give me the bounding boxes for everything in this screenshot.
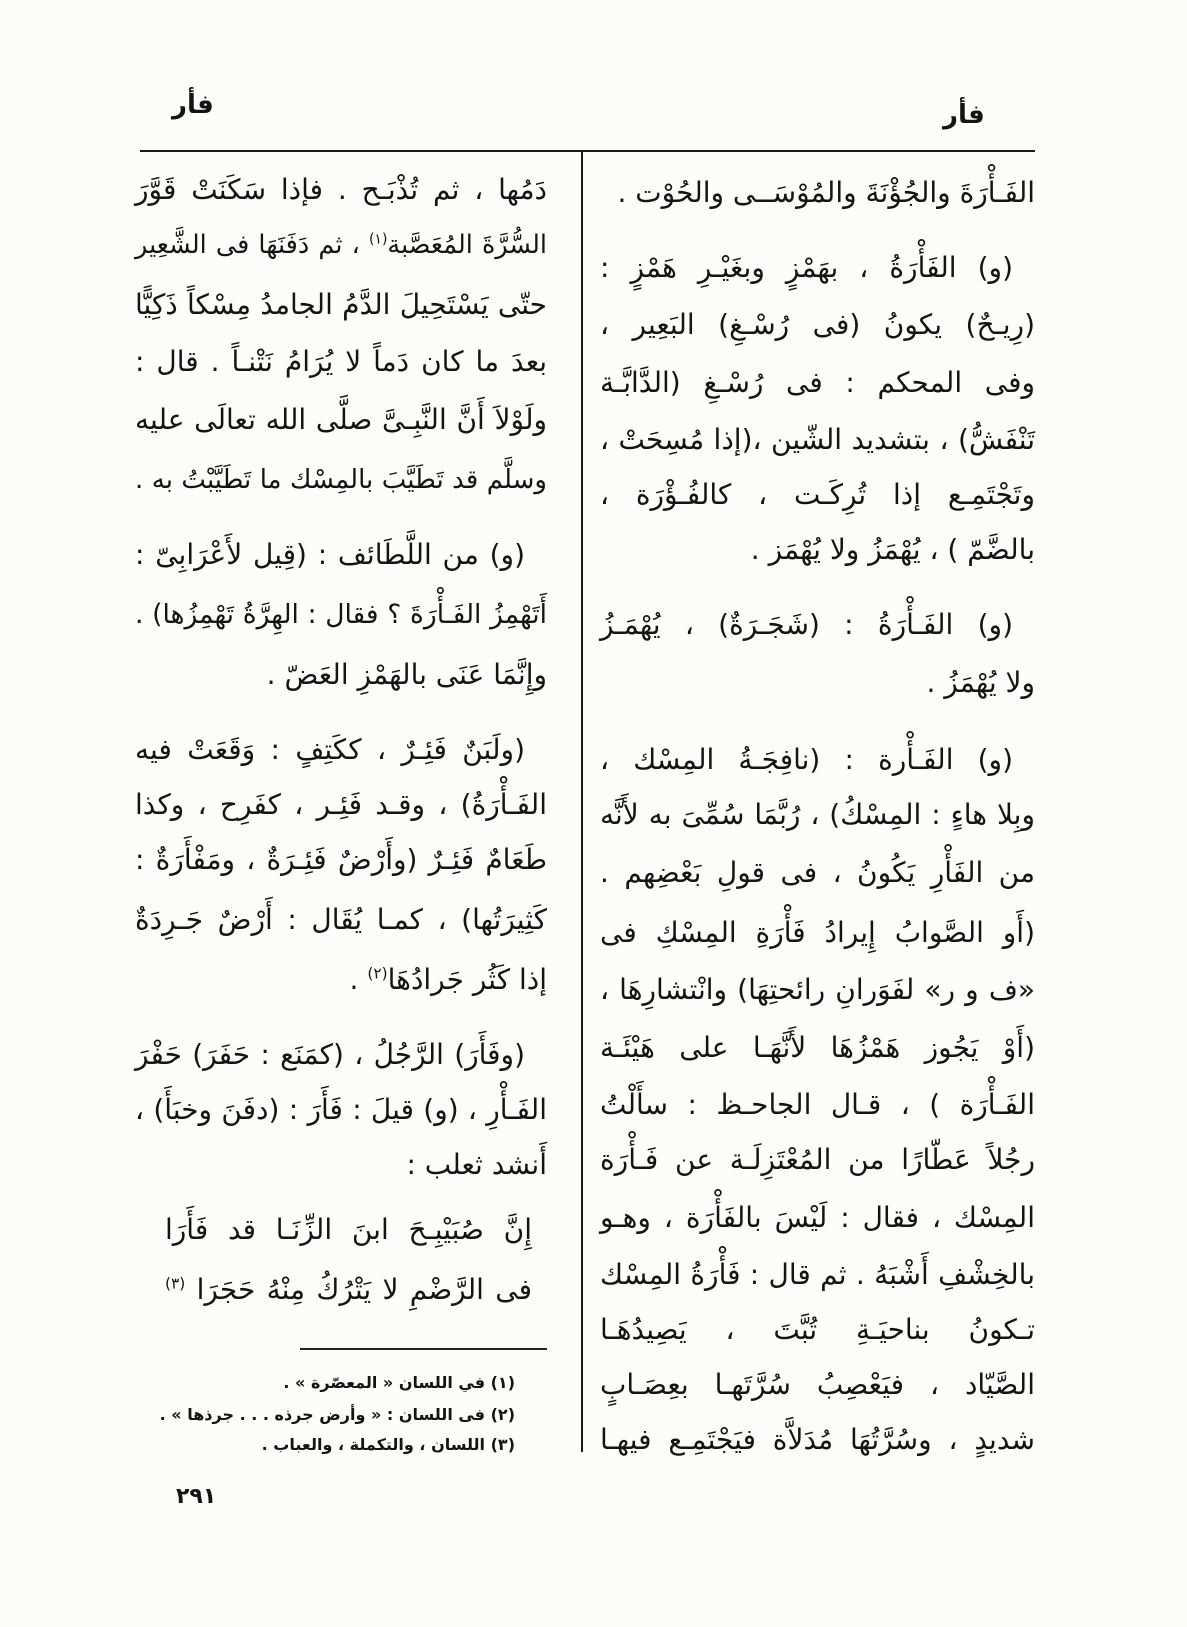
text-line: (و) الفَـأْرة : (نافِجَـةُ المِسْك ، bbox=[600, 743, 1013, 776]
text-line: (ولَبَنٌ فَئِـرٌ ، ككَتِفٍ : وَقَعَتْ فيه bbox=[135, 733, 525, 766]
text-line: دَمُها ، ثم تُذْبَـح . فإذا سَكَنَتْ قَوَّرَ bbox=[135, 173, 547, 206]
text-line: كَثِيرَتُها) ، كمـا يُقَال : أَرْضٌ جَـرِدَةٌ bbox=[135, 903, 547, 936]
text-line: من الفَأْرِ يَكُونُ ، فى قولِ بَعْضِهم . bbox=[600, 856, 1035, 889]
right-column bbox=[600, 0, 1035, 1627]
poem-line bbox=[165, 1205, 532, 1255]
text-line: ولا يُهْمَزُ . bbox=[926, 666, 1035, 699]
text-line: الفَـأْرِ ، (و) قيلَ : فَأَرَ : (دفَنَ وخبَأَ) ، bbox=[135, 1093, 547, 1126]
text-line bbox=[135, 955, 547, 1005]
text-line: وإِنَّمَا عَنَى بالهَمْزِ العَضّ . bbox=[266, 658, 547, 691]
text-line: الصَّيّاد ، فيَعْصِبُ سُرَّتَهـا بعِصَـابٍ bbox=[600, 1368, 1035, 1401]
text-line: (و) الفَـأْرَةُ : (شَجَـرَةٌ) ، يُهْمَـزُ bbox=[600, 608, 1013, 641]
text-line: المِسْك ، فقال : لَيْسَ بالفَأْرَة ، وهـو bbox=[600, 1201, 1035, 1234]
text-line: تَنْفَشُّ) ، بتشديد الشّين ،(إذا مُسِحَتْ ، bbox=[600, 423, 1035, 456]
text-line: الفَـأْرَةَ والجُؤْنَةَ والمُوْسَــى والحُوْت . bbox=[617, 176, 1035, 209]
text-line: بعدَ ما كان دَماً لا يُرَامُ نَتْنـاً . قال : bbox=[135, 345, 547, 378]
text-line: شديدٍ ، وسُرَّتُهَا مُدَلاَّة فيَجْتَمِـع فيهـا bbox=[600, 1423, 1035, 1456]
footnote: (١) في اللسان « المعصّرة » . bbox=[283, 1373, 515, 1392]
footnote-ref: (١) bbox=[368, 231, 388, 248]
text-line: (و) من اللَّطَائف : (قِيل لأَعْرَابِىّ : bbox=[135, 538, 525, 571]
text-line bbox=[135, 220, 547, 270]
text-line: بالضَّمّ ) ، يُهْمَزُ ولا يُهْمَز . bbox=[750, 533, 1035, 566]
line-text: إذا كَثُر جَرادُهَا bbox=[387, 963, 547, 996]
text-line: تـكونُ بناحيَـةِ تُبَّتَ ، يَصِيدُهَـا bbox=[600, 1313, 1035, 1346]
text-line: «ف و ر» لفَوَرانِ رائحتِهَا) وانْتشارِهَا ، bbox=[600, 973, 1035, 1006]
text-line: (و) الفَأْرَةُ ، بهَمْزٍ وبغَيْـرِ هَمْزٍ : bbox=[600, 251, 1013, 284]
text-line: طَعَامٌ فَئِـرٌ (وأَرْضٌ فَئِـرَةٌ ، ومَفْأَرَةٌ : bbox=[135, 843, 547, 876]
text-line: حتّى يَسْتَحِيلَ الدَّمُ الجامدُ مِسْكاً ذَكِيًّا bbox=[135, 288, 547, 321]
text-line: (رِيـحٌ) يكونُ (فى رُسْـغِ) البَعِير ، bbox=[600, 308, 1035, 341]
text-line: ولَوْلاَ أَنَّ النَّبِـىَّ صلَّى الله تعالَى عليه bbox=[135, 403, 547, 436]
page-number: ٢٩١ bbox=[176, 1484, 217, 1509]
running-head-left: فأر bbox=[172, 90, 214, 120]
line-text: فى الرَّضْمِ لا يَتْرُكُ مِنْهُ حَجَرَا bbox=[185, 1273, 532, 1306]
text-line: أَنشد ثعلب : bbox=[406, 1148, 547, 1181]
line-text: ، ثم دَفَنَهَا فى الشَّعِير bbox=[135, 230, 369, 260]
text-line: الفَـأْرَة ) ، قـال الجاحـظ : سأَلْتُ bbox=[600, 1088, 1035, 1121]
text-line: (وفَأَرَ) الرَّجُلُ ، (كمَنَع : حَفَرَ) حَفْرَ bbox=[135, 1038, 525, 1071]
line-text: . bbox=[349, 963, 368, 996]
text-line: بالخِشْفِ أَشْبَهُ . ثم قال : فَأْرَةُ المِسْك bbox=[600, 1258, 1035, 1291]
footnote-ref: (٢) bbox=[367, 964, 388, 983]
poem-line bbox=[165, 1265, 532, 1315]
column-divider bbox=[581, 152, 583, 1452]
text-line: الفَـأْرَةُ) ، وقـد فَئِـر ، كفَرِح ، وكذا bbox=[135, 788, 547, 821]
text-line: رجُلاً عَطّارًا من المُعْتَزِلَـة عن فَـأْرَة bbox=[600, 1143, 1035, 1176]
text-line: وفى المحكم : فى رُسْـغِ (الدَّابَّـة bbox=[600, 366, 1035, 399]
text-line: وتَجْتَمِـع إذا تُرِكَـت ، كالفُـؤْرَة ، bbox=[600, 478, 1035, 511]
running-head-right: فأر bbox=[943, 100, 985, 130]
text-line: وبِلا هاءٍ : المِسْكُ) ، رُبَّمَا سُمِّىَ به لأَنَّه bbox=[600, 798, 1035, 831]
footnote: (٣) اللسان ، والتكملة ، والعباب . bbox=[261, 1435, 515, 1454]
text-line: وسلَّم قد تَطَيَّبَ بالمِسْك ما تَطَيَّبْتُ به . bbox=[135, 465, 547, 495]
line-text: إِنَّ صُبَيْبِـحَ ابنَ الزِّنَـا قد فَأَرَا bbox=[165, 1213, 532, 1246]
footnote-rule bbox=[300, 1348, 547, 1350]
text-line: (أَوْ يَجُوز هَمْزُهَا لأَنَّهَـا على هَيْئَـة bbox=[600, 1031, 1035, 1064]
footnote-ref: (٣) bbox=[165, 1274, 186, 1293]
text-line: (أَو الصَّوابُ إِيرادُ فَأْرَةِ المِسْكِ فى bbox=[600, 916, 1035, 949]
footnote: (٢) فى اللسان : « وأرض جرذه . . . جرذها » . bbox=[159, 1405, 515, 1424]
line-text: السُّرَّةَ المُعَصَّبة bbox=[387, 230, 547, 260]
text-line: أَتَهْمِزُ الفَـأْرَةَ ؟ فقال : الهِرَّةُ تَهْمِزُها) . bbox=[135, 599, 547, 630]
